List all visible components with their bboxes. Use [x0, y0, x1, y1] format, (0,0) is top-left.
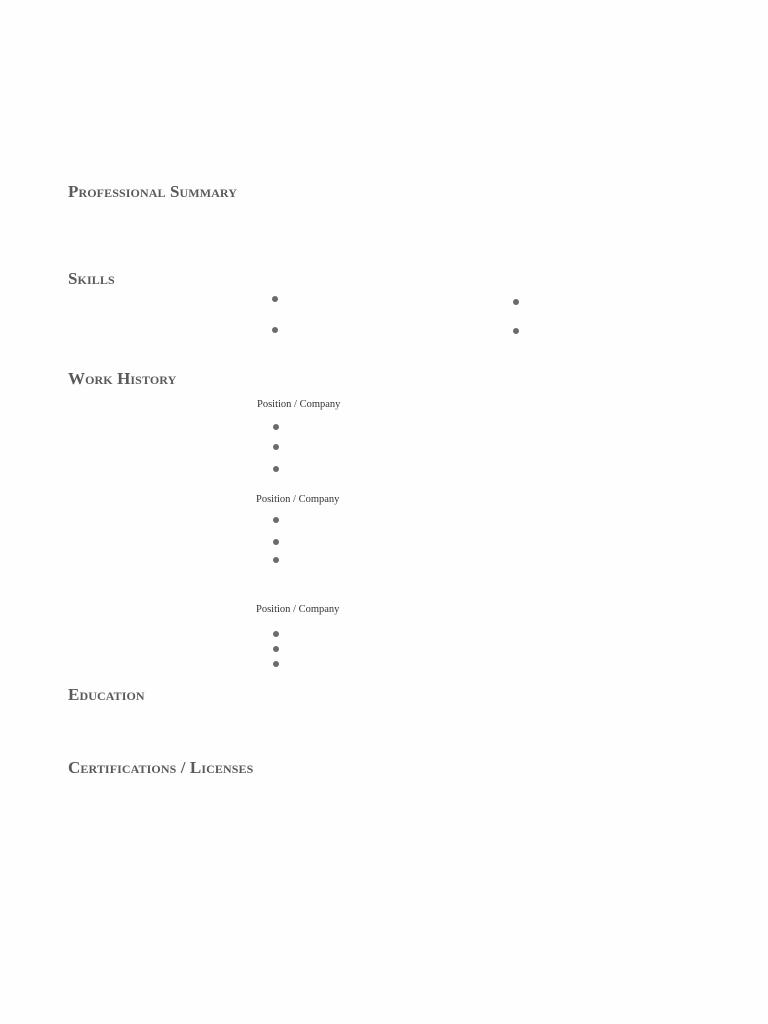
section-heading-professional-summary: Professional Summary [68, 182, 238, 201]
job-bullet [273, 444, 279, 450]
section-heading-certifications-licenses: Certifications / Licenses [68, 758, 254, 777]
job-bullet [273, 661, 279, 667]
job-bullet [273, 557, 279, 563]
skills-bullet [513, 299, 519, 305]
job-bullet [273, 517, 279, 523]
section-heading-education: Education [68, 685, 145, 704]
skills-bullet [513, 328, 519, 334]
job-position-company: Position / Company [256, 494, 340, 505]
section-heading-skills: Skills [68, 269, 115, 288]
skills-bullet [272, 327, 278, 333]
job-position-company: Position / Company [257, 399, 341, 410]
job-bullet [273, 631, 279, 637]
section-heading-work-history: Work History [68, 369, 177, 388]
job-bullet [273, 424, 279, 430]
skills-bullet [272, 296, 278, 302]
job-bullet [273, 646, 279, 652]
job-bullet [273, 539, 279, 545]
job-bullet [273, 466, 279, 472]
job-position-company: Position / Company [256, 604, 340, 615]
